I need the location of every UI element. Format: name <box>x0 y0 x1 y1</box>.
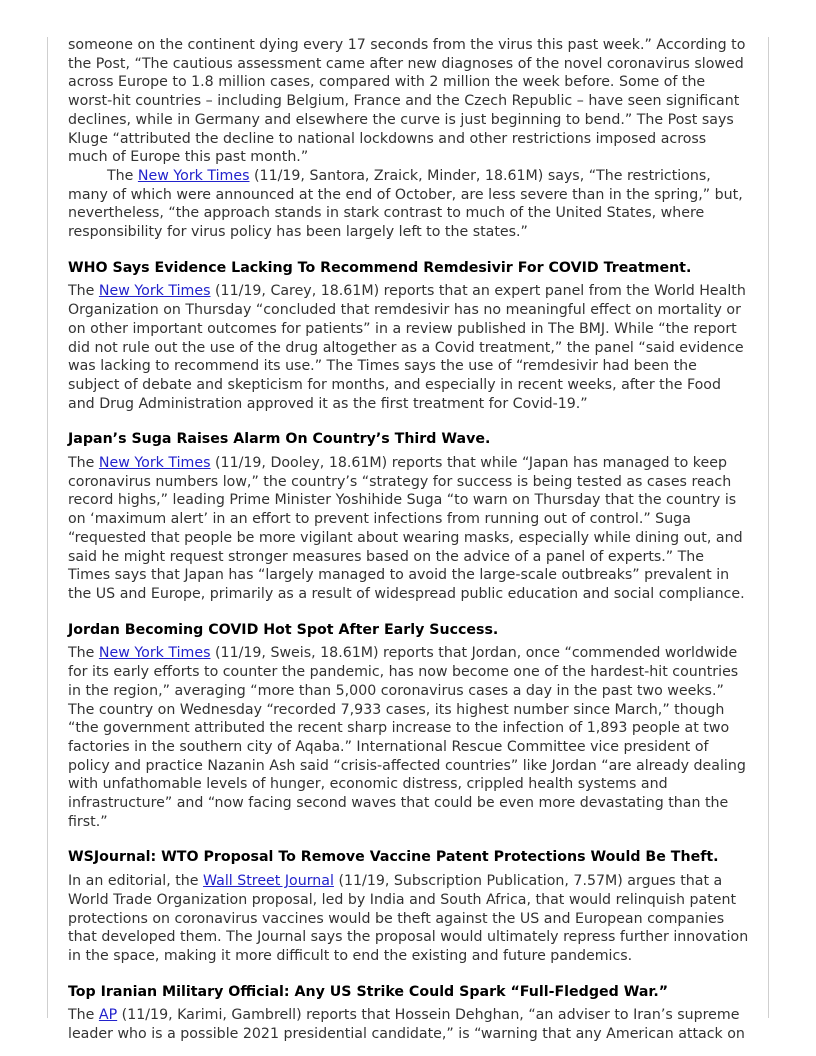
intro-paragraph: someone on the continent dying every 17 seconds from the virus this past week.” According to the Post, “The cautious assessment came after new diagnoses of the novel coronavirus slowed across Europe to 1.8 million cases, compared with 2 million the week before. Some of the worst-hit countries – including Belgium, France and the Czech Republic – have seen significant declines, while in Germany and elsewhere the curve is just beginning to bend.” The Post says Kluge “attributed the decline to national lockdowns and other restrictions imposed across much of Europe this past month.” <box>68 37 746 166</box>
article-text-post: (11/19, Carey, 18.61M) reports that an expert panel from the World Health Organization on Thursday “concluded that remdesivir has no meaningful effect on mortality or on other important outcomes for patients” in a review published in The BMJ. While “the report did not rule out the use of the drug altogether as a Covid treatment,” the panel “said evidence was lacking to recommend its use.” The Times says the use of “remdesivir had been the subject of debate and skepticism for months, and especially in recent weeks, after the Food and Drug Administration approved it as the first treatment for Covid-19.” <box>68 283 746 412</box>
intro-text-post: (11/19, Santora, Zraick, Minder, 18.61M) says, “The restrictions, many of which were announced at the end of October, are less severe than in the spring,” but, nevertheless, “the approach stands in stark contrast to much of the United States, where responsibility for virus policy has been largely left to the states.” <box>68 167 743 241</box>
article-body-jordan <box>68 644 750 831</box>
article-text-post: (11/19, Sweis, 18.61M) reports that Jordan, once “commended worldwide for its early efforts to counter the pandemic, has now become one of the hardest-hit countries in the region,” averaging “more than 5,000 coronavirus cases a day in the past two weeks.” The country on Wednesday “recorded 7,933 cases, its highest number since March,” though “the government attributed the recent sharp increase to the infection of 1,893 people at two factories in the southern city of Aqaba.” International Rescue Committee vice president of policy and practice Nazanin Ash said “crisis-affected countries” like Jordan “are already dealing with unfathomable levels of hunger, economic distress, crippled health systems and infrastructure” and “now facing second waves that could be even more devastating than the first.” <box>68 645 746 830</box>
article-text-pre: In an editorial, the <box>68 873 204 890</box>
article-source-link[interactable]: New York Times <box>98 455 211 472</box>
article-text-pre: The <box>68 645 99 662</box>
article-headline-remdesivir: WHO Says Evidence Lacking To Recommend Remdesivir For COVID Treatment. <box>68 259 692 276</box>
document-body <box>68 36 750 1044</box>
intro-paragraph-2 <box>68 167 750 242</box>
article-text-pre: The <box>68 283 99 300</box>
left-margin-rule <box>47 37 48 1018</box>
right-margin-rule <box>768 37 769 1018</box>
article-text-pre: The <box>68 1007 99 1024</box>
article-body-japan <box>68 454 750 604</box>
intro-source-link[interactable]: New York Times <box>137 167 250 184</box>
article-body-iran <box>68 1006 750 1043</box>
intro-text-pre: The <box>107 167 138 184</box>
article-source-link[interactable]: New York Times <box>98 645 211 662</box>
article-source-link[interactable]: New York Times <box>98 283 211 300</box>
article-source-link[interactable]: AP <box>98 1007 118 1024</box>
article-text-pre: The <box>68 455 99 472</box>
article-text-post: (11/19, Karimi, Gambrell) reports that Hossein Dehghan, “an adviser to Iran’s supreme leader who is a possible 2021 presidential candidate,” is “warning that any American attack on <box>68 1007 745 1043</box>
article-headline-iran: Top Iranian Military Official: Any US Strike Could Spark “Full-Fledged War.” <box>68 983 669 1000</box>
article-headline-japan: Japan’s Suga Raises Alarm On Country’s Third Wave. <box>68 431 491 448</box>
article-headline-jordan: Jordan Becoming COVID Hot Spot After Early Success. <box>68 621 499 638</box>
article-text-post: (11/19, Dooley, 18.61M) reports that while “Japan has managed to keep coronavirus numbers low,” the country’s “strategy for success is being tested as cases reach record highs,” leading Prime Minister Yoshihide Suga “to warn on Thursday that the country is on ‘maximum alert’ in an effort to prevent infections from running out of control.” Suga “requested that people be more vigilant about wearing masks, especially while dining out, and said he might request stronger measures based on the advice of a panel of experts.” The Times says that Japan has “largely managed to avoid the large-scale outbreaks” prevalent in the US and Europe, primarily as a result of widespread public education and social compliance. <box>68 455 745 602</box>
article-headline-wto: WSJournal: WTO Proposal To Remove Vaccine Patent Protections Would Be Theft. <box>68 849 719 866</box>
article-source-link[interactable]: Wall Street Journal <box>203 873 334 890</box>
article-body-remdesivir <box>68 282 750 413</box>
article-body-wto <box>68 872 750 966</box>
article-text-post: (11/19, Subscription Publication, 7.57M) argues that a World Trade Organization proposal, led by India and South Africa, that would relinquish patent protections on coronavirus vaccines would be theft against the US and European companies that developed them. The Journal says the proposal would ultimately repress further innovation in the space, making it more difficult to end the existing and future pandemics. <box>68 873 749 964</box>
